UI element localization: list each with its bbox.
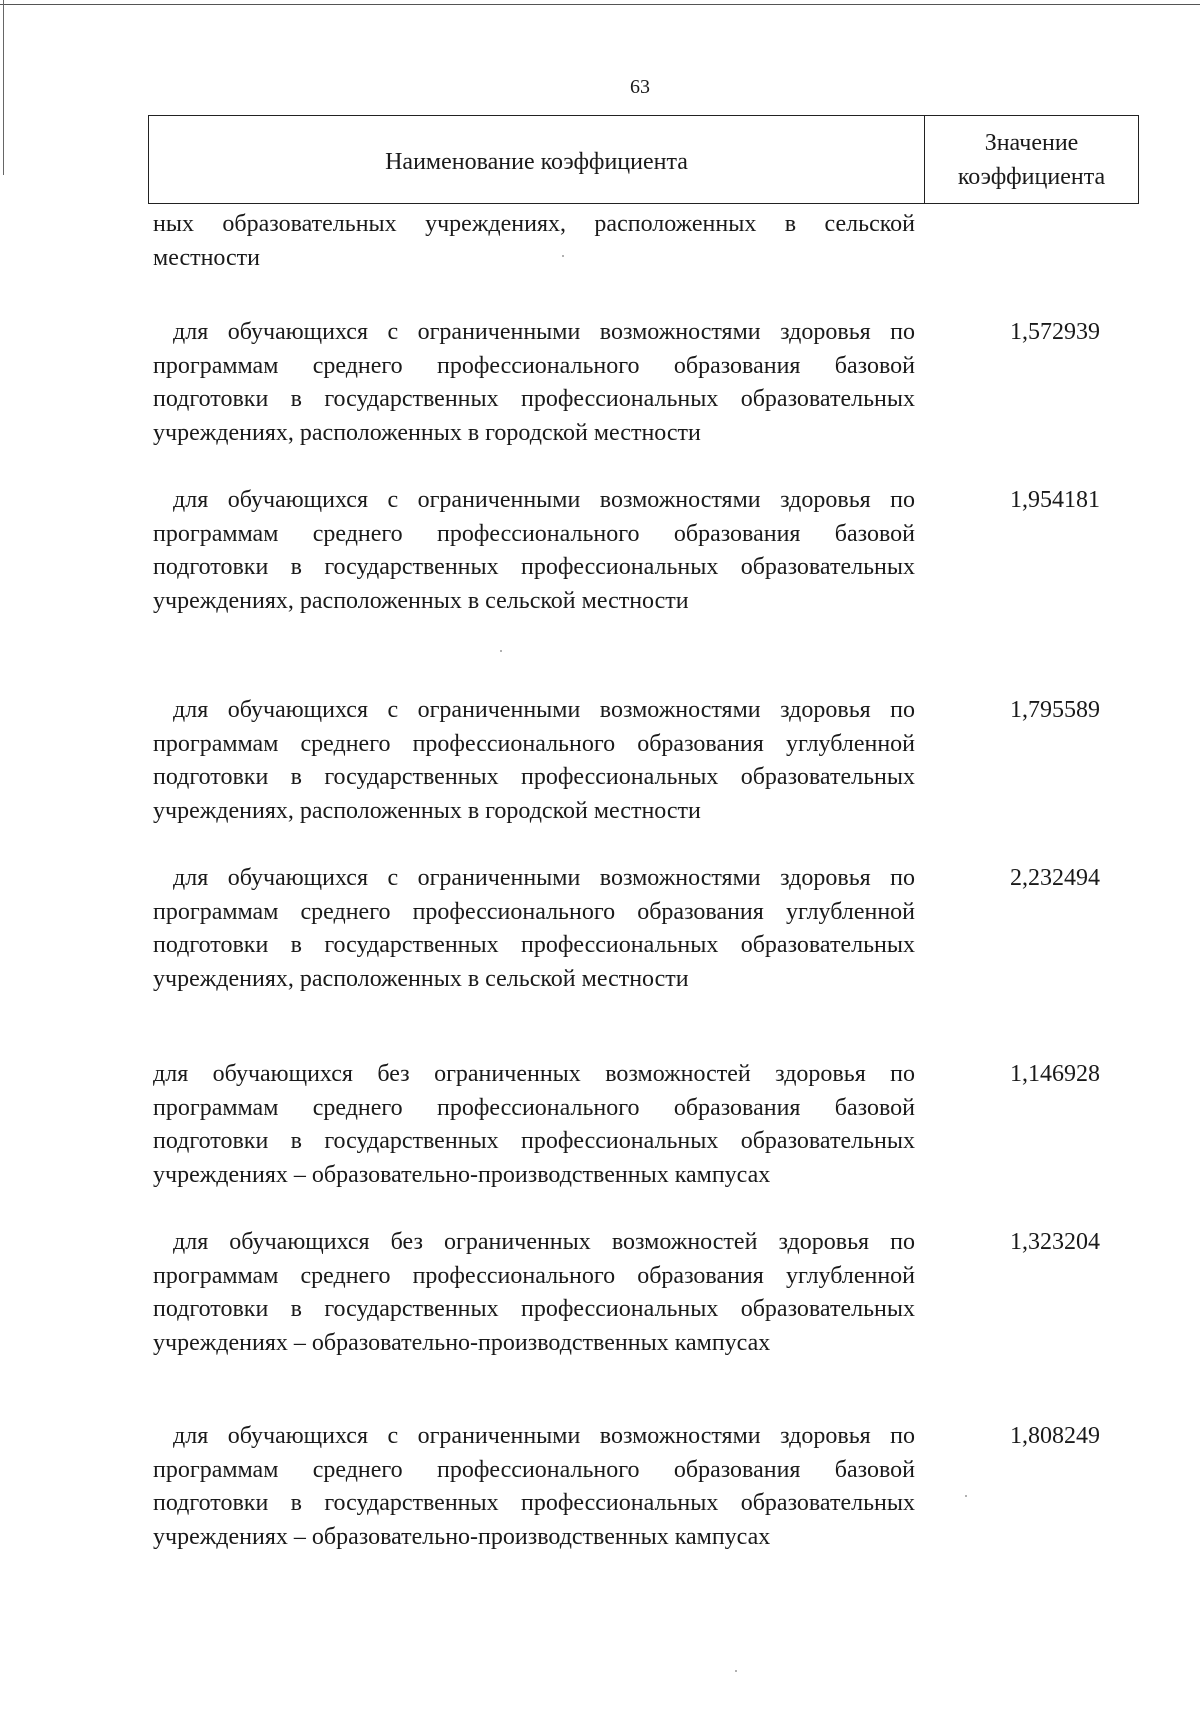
scan-edge-line: [0, 4, 1200, 5]
scan-edge-line: [3, 0, 4, 175]
coefficient-value: 1,146928: [1010, 1061, 1100, 1087]
coefficient-description: для обучающихся без ограниченных возможностей здоровья по программам среднего профессионального образования базовой подготовки в государственных профессиональных образовательных учреждениях – образовательно-производственных кампусах: [153, 1061, 915, 1188]
coefficient-description: для обучающихся с ограниченными возможностями здоровья по программам среднего профессионального образования углубленной подготовки в государственных профессиональных образовательных учреждениях, расположенных в сельской местности: [153, 865, 915, 992]
scan-speck: [500, 650, 502, 652]
coefficient-description: для обучающихся с ограниченными возможностями здоровья по программам среднего профессионального образования углубленной подготовки в государственных профессиональных образовательных учреждениях, расположенных в городской местности: [153, 697, 915, 824]
coefficient-description: ных образовательных учреждениях, расположенных в сельской местности: [153, 211, 915, 271]
coefficient-description: для обучающихся без ограниченных возможностей здоровья по программам среднего профессионального образования углубленной подготовки в государственных профессиональных образовательных учреждениях – образовательно-производственных кампусах: [153, 1229, 915, 1356]
table-header: [148, 115, 1139, 204]
column-header-value: Значение коэффициента: [957, 129, 1106, 190]
scan-speck: [562, 255, 564, 257]
coefficient-value: 1,572939: [1010, 319, 1100, 345]
coefficient-value: 1,795589: [1010, 697, 1100, 723]
page-number: 63: [630, 76, 650, 98]
column-header-name: Наименование коэффициента: [149, 116, 925, 203]
coefficient-value: 2,232494: [1010, 865, 1100, 891]
coefficient-value: 1,323204: [1010, 1229, 1100, 1255]
coefficient-description: для обучающихся с ограниченными возможностями здоровья по программам среднего профессионального образования базовой подготовки в государственных профессиональных образовательных учреждениях, расположенных в сельской местности: [153, 487, 915, 614]
scan-speck: [965, 1495, 967, 1497]
scan-speck: [735, 1670, 737, 1672]
coefficient-description: для обучающихся с ограниченными возможностями здоровья по программам среднего профессионального образования базовой подготовки в государственных профессиональных образовательных учреждениях – образовательно-производственных кампусах: [153, 1423, 915, 1550]
coefficient-description: для обучающихся с ограниченными возможностями здоровья по программам среднего профессионального образования базовой подготовки в государственных профессиональных образовательных учреждениях, расположенных в городской местности: [153, 319, 915, 446]
coefficient-value: 1,808249: [1010, 1423, 1100, 1449]
coefficient-value: 1,954181: [1010, 487, 1100, 513]
